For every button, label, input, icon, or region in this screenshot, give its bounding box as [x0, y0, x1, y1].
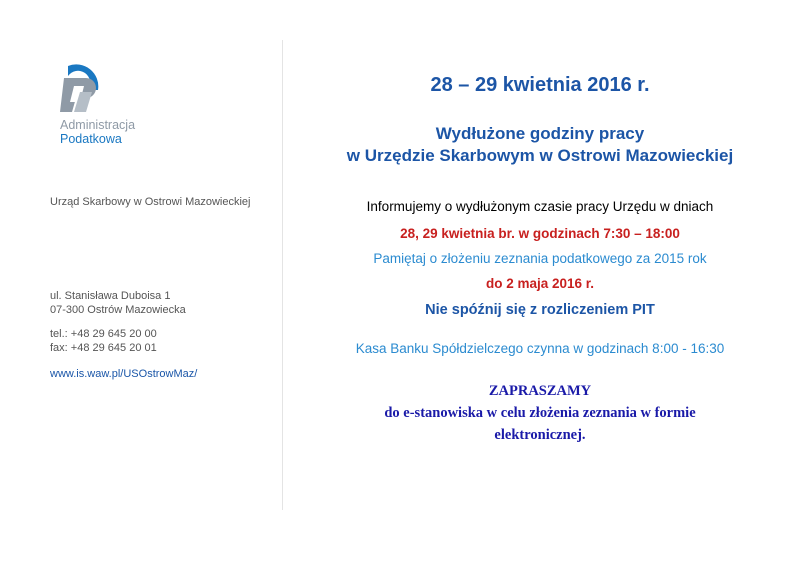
logo: [50, 64, 150, 148]
pit-slogan: Nie spóźnij się z rozliczeniem PIT: [425, 302, 655, 318]
info-dates: 28, 29 kwietnia br. w godzinach 7:30 – 18:00: [400, 226, 680, 241]
tax-reminder: Pamiętaj o złożeniu zeznania podatkowego za 2015 rok: [373, 251, 707, 266]
bank-hours: Kasa Banku Spółdzielczego czynna w godzinach 8:00 - 16:30: [355, 341, 725, 356]
invite-line-2: do e-stanowiska w celu złożenia zeznania w formie: [384, 405, 696, 421]
logo-text-podatkowa: Podatkowa: [60, 132, 122, 146]
invite-line-3: elektronicznej.: [494, 427, 586, 443]
date-title: 28 – 29 kwietnia 2016 r.: [430, 74, 650, 96]
logo-text-administracja: Administracja: [60, 118, 136, 132]
fax-number: fax: +48 29 645 20 01: [50, 342, 157, 354]
vertical-divider: [282, 40, 283, 510]
deadline: do 2 maja 2016 r.: [485, 276, 595, 291]
administracja-podatkowa-logo-icon: [58, 64, 102, 114]
address-street: ul. Stanisława Duboisa 1: [50, 290, 171, 302]
subtitle-line-1: Wydłużone godziny pracy: [435, 124, 645, 143]
phone-number: tel.: +48 29 645 20 00: [50, 328, 157, 340]
address-city: 07-300 Ostrów Mazowiecka: [50, 304, 186, 316]
website-link[interactable]: www.is.waw.pl/USOstrowMaz/: [50, 368, 198, 380]
subtitle-line-2: w Urzędzie Skarbowym w Ostrowi Mazowieckiej: [346, 146, 734, 165]
invite-heading: ZAPRASZAMY: [488, 383, 592, 399]
office-name: Urząd Skarbowy w Ostrowi Mazowieckiej: [50, 196, 251, 208]
info-intro: Informujemy o wydłużonym czasie pracy Urzędu w dniach: [366, 199, 714, 214]
